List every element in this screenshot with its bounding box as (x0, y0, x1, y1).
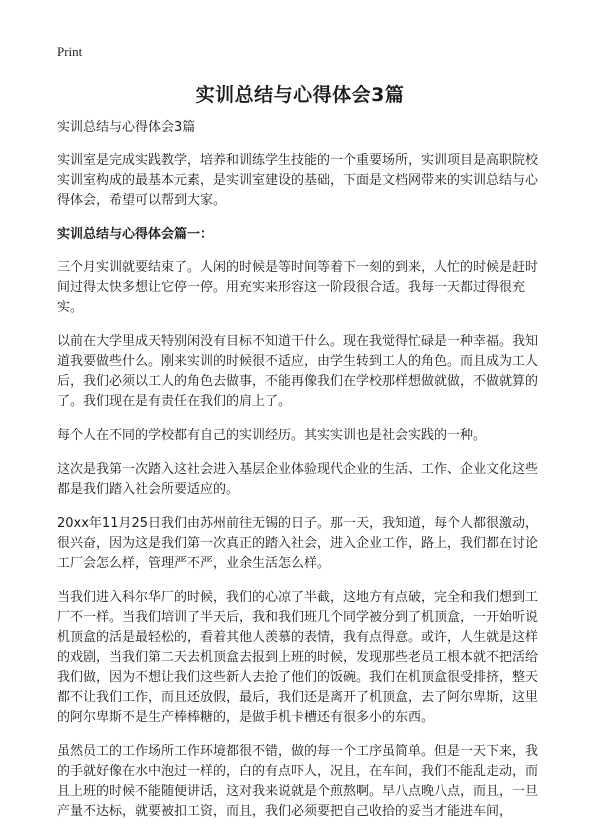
document-subtitle: 实训总结与心得体会3篇 (57, 120, 196, 135)
body-paragraph-7: 虽然员工的工作场所工作环境都很不错，做的每一个工序虽简单。但是一天下来，我的手就好像在水中泡过一样的，白的有点吓人，况且，在车间，我们不能乱走动，而且上班的时候不能随便讲话，这对我来说就是个煎熬啊。早八点晚八点，而且，一旦产量不达标，就要被扣工资，而且，我们必须要把自己收拾的妥当才能进车间， (57, 744, 539, 819)
body-paragraph-4: 这次是我第一次踏入这社会进入基层企业体验现代企业的生活、工作、企业文化这些都是我们踏入社会所要适应的。 (57, 462, 539, 497)
print-link[interactable]: Print (57, 44, 83, 59)
body-paragraph-3: 每个人在不同的学校都有自己的实训经历。其实实训也是社会实践的一种。 (57, 428, 487, 443)
body-paragraph-6: 当我们进入科尔华厂的时候，我们的心凉了半截，这地方有点破，完全和我们想到工厂不一样。当我们培训了半天后，我和我们班几个同学被分到了机顶盒，一开始听说机顶盒的活是最轻松的，看着其他人羡慕的表情，我有点得意。或许，人生就是这样的戏剧，当我们第二天去机顶盒去报到上班的时候，发现那些老员工根本就不把活给我们做，因为不想让我们这些新人去抢了他们的饭碗。我们在机顶盒很受排挤，整天都不让我们工作，而且还放假，最后，我们还是离开了机顶盒，去了阿尔卑斯，这里的阿尔卑斯不是生产棒棒糖的，是做手机卡槽还有很多小的东西。 (57, 590, 539, 725)
document-body (57, 118, 546, 836)
page-title: 实训总结与心得体会3篇 (195, 84, 405, 106)
intro-paragraph: 实训室是完成实践教学，培养和训练学生技能的一个重要场所，实训项目是高职院校实训室构成的最基本元素，是实训室建设的基础，下面是文档网带来的实训总结与心得体会，希望可以帮到大家。 (57, 153, 539, 208)
section-heading: 实训总结与心得体会篇一： (57, 227, 214, 242)
body-paragraph-2: 以前在大学里成天特别闲没有目标不知道干什么。现在我觉得忙碌是一种幸福。我知道我要做些什么。刚来实训的时候很不适应，由学生转到工人的角色。而且成为工人后，我们必须以工人的角色去做事，不能再像我们在学校那样想做就做，不做就算的了。我们现在是有责任在我们的肩上了。 (57, 334, 539, 409)
body-paragraph-5: 20xx年11月25日我们由苏州前往无锡的日子。那一天，我知道，每个人都很激动，很兴奋，因为这是我们第一次真正的踏入社会，进入企业工作，路上，我们都在讨论工厂会怎么样，管理严不严，业余生活怎么样。 (57, 516, 539, 571)
body-paragraph-1: 三个月实训就要结束了。人闲的时候是等时间等着下一刻的到来，人忙的时候是赶时间过得太快多想让它停一停。用充实来形容这一阶段很合适。我每一天都过得很充实。 (57, 260, 539, 315)
